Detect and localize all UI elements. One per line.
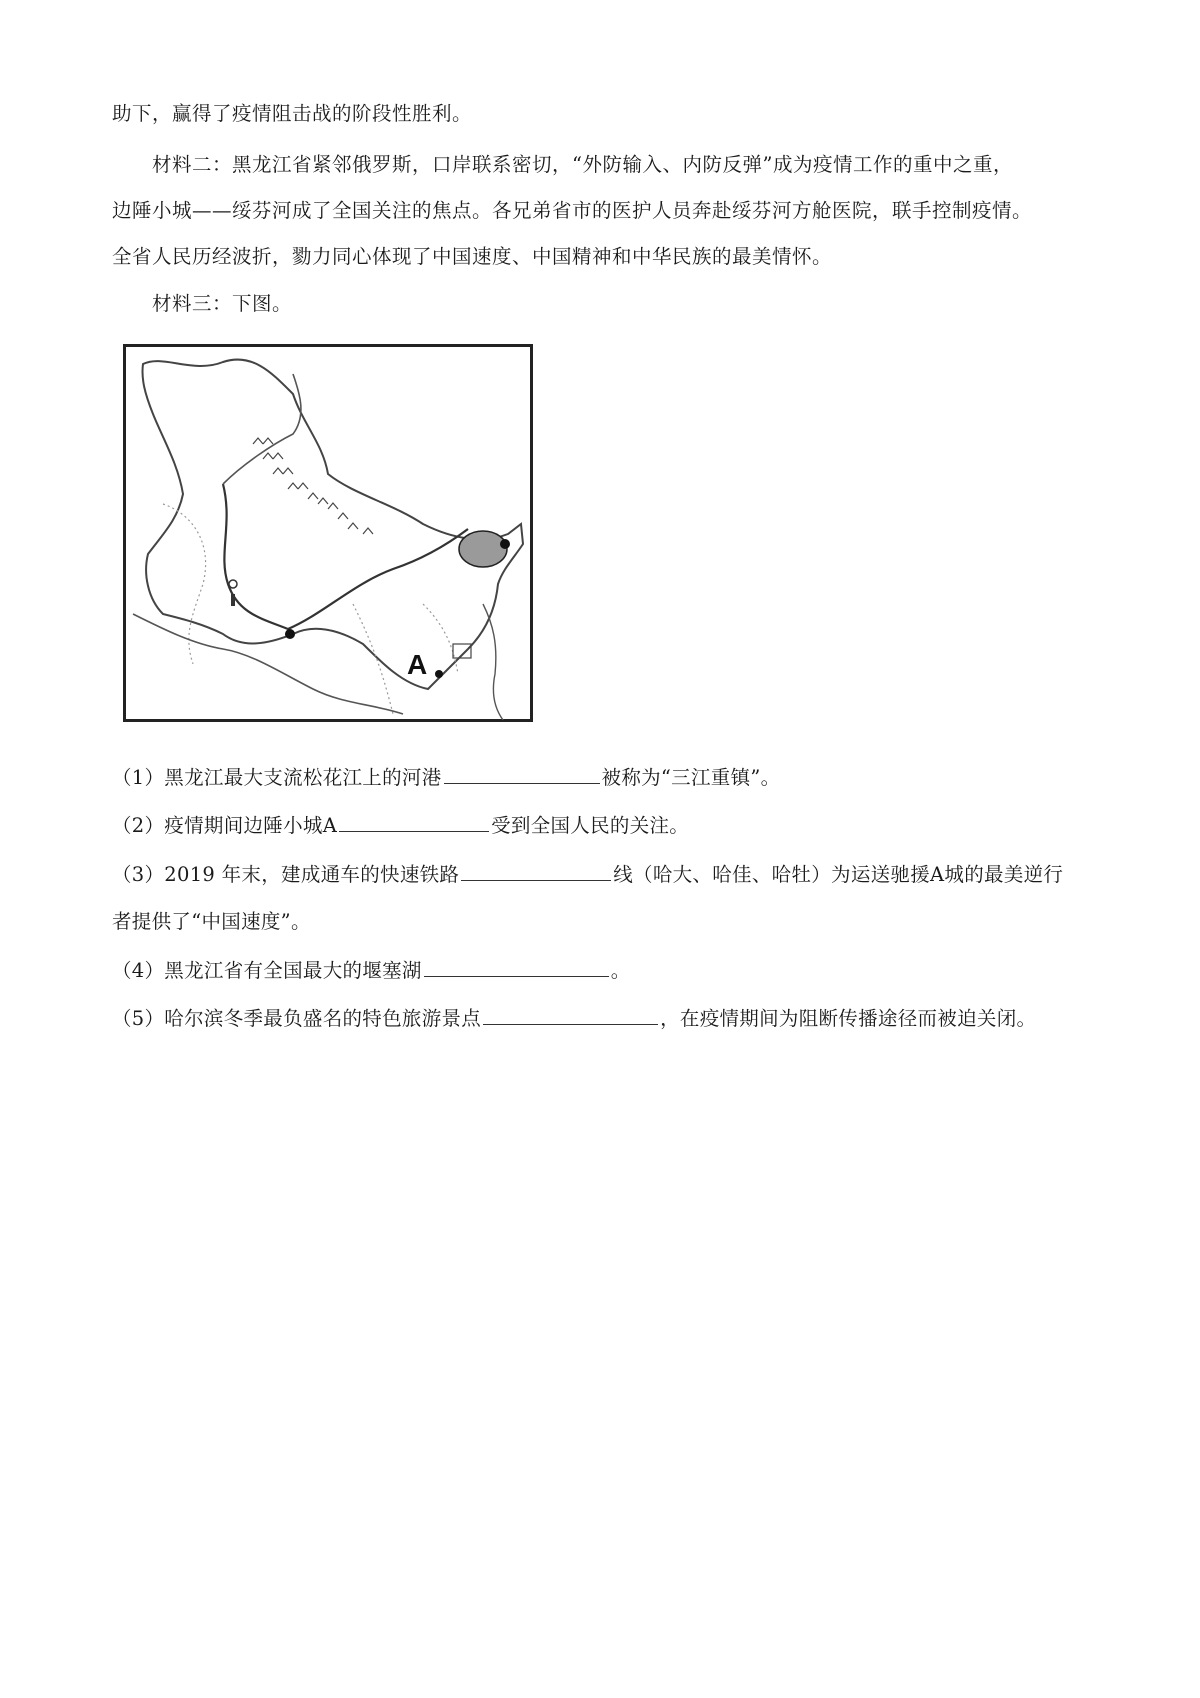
question-3-text: （3）2019 年末，建成通车的快速铁路	[112, 863, 460, 886]
answer-blank-4[interactable]	[424, 958, 609, 977]
city-dot-east	[500, 539, 510, 549]
question-5-suffix: ，在疫情期间为阻断传播途径而被迫关闭。	[660, 1007, 1037, 1030]
map-label-a: A	[407, 649, 428, 680]
material-three-heading: 材料三：下图。	[152, 292, 293, 315]
question-1	[112, 756, 1112, 800]
paragraph-continuation: 助下，赢得了疫情阻击战的阶段性胜利。	[112, 102, 473, 125]
question-5-text: （5）哈尔滨冬季最负盛名的特色旅游景点	[112, 1007, 482, 1030]
question-2-text: （2）疫情期间边陲小城A	[112, 814, 338, 837]
heilongjiang-map	[123, 344, 533, 722]
question-1-suffix: 被称为“三江重镇”。	[601, 766, 781, 789]
question-3	[112, 853, 1112, 897]
city-dot-south	[285, 629, 295, 639]
answer-blank-3[interactable]	[461, 862, 611, 881]
answer-blank-2[interactable]	[339, 813, 489, 832]
question-3-continuation-text: 者提供了“中国速度”。	[112, 910, 311, 933]
question-2-suffix: 受到全国人民的关注。	[491, 814, 690, 837]
question-3-continuation	[112, 900, 1112, 944]
answer-blank-5[interactable]	[483, 1006, 658, 1025]
question-3-suffix: 线（哈大、哈佳、哈牡）为运送驰援A城的最美逆行	[613, 863, 1064, 886]
question-4-text: （4）黑龙江省有全国最大的堰塞湖	[112, 959, 422, 982]
city-dot-a	[435, 670, 443, 678]
question-2	[112, 804, 1112, 848]
answer-blank-1[interactable]	[444, 765, 600, 784]
marker-bar	[231, 594, 235, 606]
question-5	[112, 997, 1112, 1041]
material-two-line-3: 全省人民历经波折，勠力同心体现了中国速度、中国精神和中华民族的最美情怀。	[112, 245, 833, 268]
shaded-area	[459, 531, 507, 567]
question-1-text: （1）黑龙江最大支流松花江上的河港	[112, 766, 442, 789]
question-4	[112, 949, 1112, 993]
material-two-line-2: 边陲小城——绥芬河成了全国关注的焦点。各兄弟省市的医护人员奔赴绥芬河方舱医院，联手控制疫情。	[112, 199, 1033, 222]
question-4-suffix: 。	[610, 959, 631, 982]
material-two-line-1: 材料二：黑龙江省紧邻俄罗斯，口岸联系密切，“外防输入、内防反弹”成为疫情工作的重中之重，	[152, 153, 1013, 176]
